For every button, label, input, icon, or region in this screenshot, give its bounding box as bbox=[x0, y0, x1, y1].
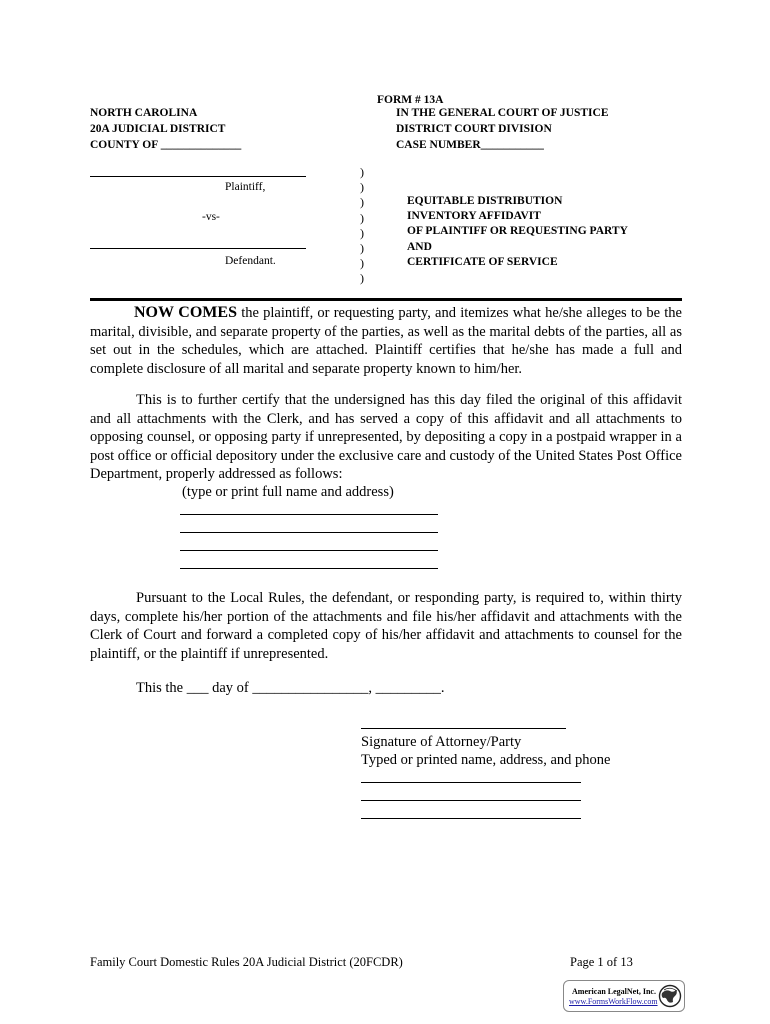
paren: ) bbox=[360, 271, 364, 286]
paragraph-1-text: the plaintiff, or requesting party, and itemizes what he/she alleges to be the marital, divisible, and separate property of the parties, as well as the marital debts of the parties, all as set out in the schedules, which are attached. Plaintiff certifies that he/she has made a full and complete disclosure of all marital and separate property known to him/her. bbox=[90, 305, 682, 377]
paren: ) bbox=[360, 165, 364, 179]
paren: ) bbox=[360, 256, 364, 271]
paren: ) bbox=[360, 195, 364, 210]
plaintiff-name-line bbox=[90, 176, 306, 177]
address-line bbox=[180, 514, 438, 515]
contact-line bbox=[361, 800, 581, 801]
title-line: OF PLAINTIFF OR REQUESTING PARTY bbox=[407, 225, 628, 238]
court-label: IN THE GENERAL COURT OF JUSTICE bbox=[396, 107, 609, 119]
logo-url-link[interactable]: www.FormsWorkFlow.com bbox=[569, 997, 658, 1006]
paragraph-certificate: This is to further certify that the undersigned has this day filed the original of this affidavit and all attachments with the Clerk, and has served a copy of this affidavit and all attachments to opposing counsel, or opposing party if unrepresented, by depositing a copy in a postpaid wrapper in a post office or official depository under the exclusive care and custody of the United States Post Office Department, properly addressed as follows: bbox=[90, 392, 682, 483]
paren: ) bbox=[360, 225, 364, 240]
district-label: 20A JUDICIAL DISTRICT bbox=[90, 123, 226, 135]
signature-line bbox=[361, 728, 566, 729]
document-title bbox=[407, 194, 628, 270]
title-line: CERTIFICATE OF SERVICE bbox=[407, 255, 558, 268]
division-label: DISTRICT COURT DIVISION bbox=[396, 123, 552, 135]
paragraph-now-comes bbox=[90, 304, 682, 378]
legalnet-logo bbox=[563, 980, 685, 1012]
date-line: This the ___ day of ________________, _________. bbox=[136, 680, 445, 696]
form-number: FORM # 13A bbox=[377, 94, 444, 106]
county-label: COUNTY OF ______________ bbox=[90, 139, 242, 151]
address-line bbox=[180, 532, 438, 533]
defendant-name-line bbox=[90, 248, 306, 249]
contact-line bbox=[361, 782, 581, 783]
defendant-label: Defendant. bbox=[225, 255, 276, 267]
footer-rules-text: Family Court Domestic Rules 20A Judicial District (20FCDR) bbox=[90, 955, 403, 969]
paren: ) bbox=[360, 241, 364, 256]
now-comes-lead: NOW COMES bbox=[134, 304, 237, 321]
state-label: NORTH CAROLINA bbox=[90, 107, 198, 119]
paragraph-local-rules: Pursuant to the Local Rules, the defendant, or responding party, is required to, within thirty days, complete his/her portion of the attachments and file his/her affidavit and attachments with the Clerk of Court and forward a completed copy of his/her affidavit and attachments to counsel for the plaintiff, or the plaintiff if unrepresented. bbox=[90, 590, 682, 662]
vs-label: -vs- bbox=[202, 211, 220, 223]
paren: ) bbox=[360, 180, 364, 195]
title-line: EQUITABLE DISTRIBUTION bbox=[407, 195, 563, 207]
paren: ) bbox=[360, 210, 364, 225]
plaintiff-label: Plaintiff, bbox=[225, 181, 266, 193]
typed-name-label: Typed or printed name, address, and phone bbox=[361, 752, 611, 768]
caption-parentheses bbox=[360, 165, 364, 287]
logo-company: American LegalNet, Inc. bbox=[572, 987, 656, 996]
address-instruction: (type or print full name and address) bbox=[182, 484, 394, 500]
section-divider bbox=[90, 298, 682, 301]
left-header bbox=[90, 105, 241, 153]
contact-line bbox=[361, 818, 581, 819]
case-number-label: CASE NUMBER___________ bbox=[396, 139, 544, 151]
right-header bbox=[396, 105, 609, 153]
globe-icon bbox=[658, 984, 682, 1008]
address-line bbox=[180, 550, 438, 551]
page-number: Page 1 of 13 bbox=[570, 955, 633, 969]
title-line: AND bbox=[407, 240, 432, 253]
address-line bbox=[180, 568, 438, 569]
signature-label: Signature of Attorney/Party bbox=[361, 734, 522, 750]
title-line: INVENTORY AFFIDAVIT bbox=[407, 210, 541, 223]
